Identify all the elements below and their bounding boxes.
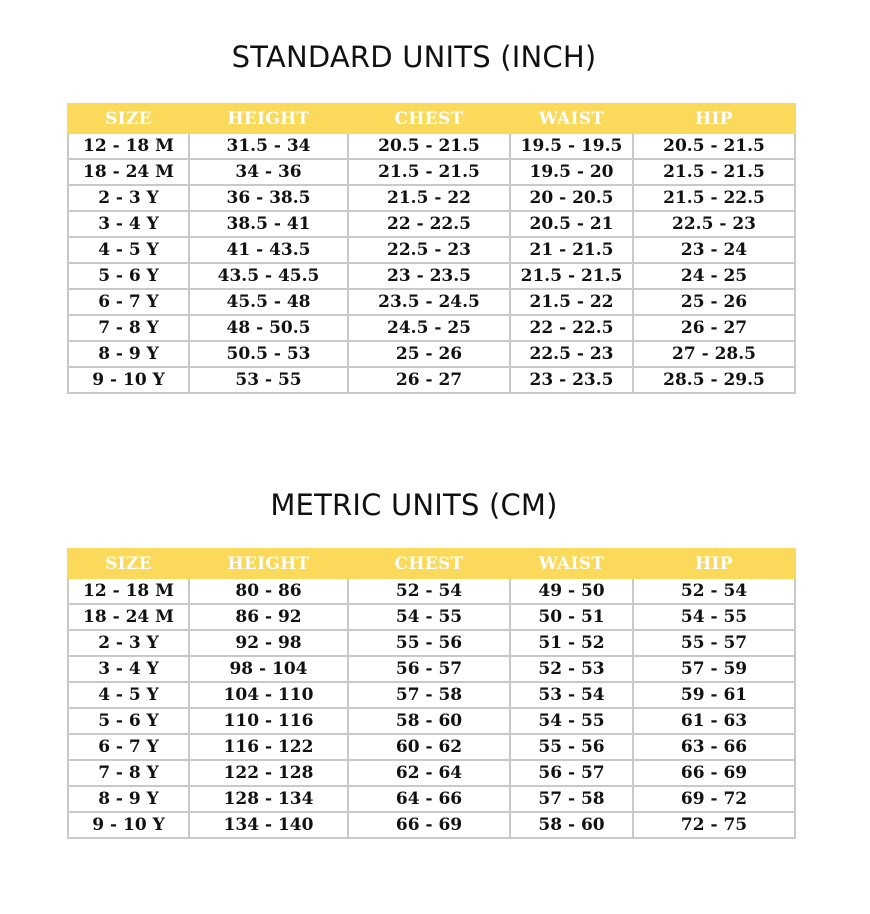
- header-height: HEIGHT: [189, 549, 348, 578]
- cell-height: 86 - 92: [189, 604, 348, 630]
- cell-chest: 26 - 27: [348, 367, 510, 393]
- cell-chest: 58 - 60: [348, 708, 510, 734]
- table-row: [68, 708, 795, 734]
- table-row: [68, 656, 795, 682]
- cell-hip: 72 - 75: [633, 812, 795, 838]
- cell-hip: 66 - 69: [633, 760, 795, 786]
- cell-waist: 49 - 50: [510, 578, 633, 604]
- cell-height: 116 - 122: [189, 734, 348, 760]
- cell-height: 122 - 128: [189, 760, 348, 786]
- cell-hip: 27 - 28.5: [633, 341, 795, 367]
- cell-chest: 21.5 - 22: [348, 185, 510, 211]
- metric-size-table: [67, 548, 796, 839]
- table-row: [68, 760, 795, 786]
- cell-size: 12 - 18 M: [68, 133, 189, 159]
- cell-hip: 59 - 61: [633, 682, 795, 708]
- table-row: [68, 315, 795, 341]
- cell-size: 2 - 3 Y: [68, 630, 189, 656]
- cell-size: 3 - 4 Y: [68, 656, 189, 682]
- cell-hip: 25 - 26: [633, 289, 795, 315]
- cell-chest: 52 - 54: [348, 578, 510, 604]
- cell-hip: 55 - 57: [633, 630, 795, 656]
- cell-waist: 23 - 23.5: [510, 367, 633, 393]
- cell-height: 38.5 - 41: [189, 211, 348, 237]
- cell-size: 3 - 4 Y: [68, 211, 189, 237]
- cell-size: 18 - 24 M: [68, 604, 189, 630]
- cell-hip: 21.5 - 21.5: [633, 159, 795, 185]
- table-row: [68, 185, 795, 211]
- cell-waist: 19.5 - 19.5: [510, 133, 633, 159]
- table-row: [68, 682, 795, 708]
- cell-size: 18 - 24 M: [68, 159, 189, 185]
- cell-hip: 52 - 54: [633, 578, 795, 604]
- cell-chest: 23.5 - 24.5: [348, 289, 510, 315]
- cell-height: 92 - 98: [189, 630, 348, 656]
- cell-chest: 60 - 62: [348, 734, 510, 760]
- cell-chest: 22.5 - 23: [348, 237, 510, 263]
- cell-hip: 28.5 - 29.5: [633, 367, 795, 393]
- cell-size: 12 - 18 M: [68, 578, 189, 604]
- table-row: [68, 812, 795, 838]
- cell-size: 6 - 7 Y: [68, 289, 189, 315]
- cell-chest: 25 - 26: [348, 341, 510, 367]
- cell-height: 110 - 116: [189, 708, 348, 734]
- header-size: SIZE: [68, 104, 189, 133]
- cell-chest: 57 - 58: [348, 682, 510, 708]
- cell-waist: 54 - 55: [510, 708, 633, 734]
- cell-waist: 57 - 58: [510, 786, 633, 812]
- cell-size: 8 - 9 Y: [68, 341, 189, 367]
- cell-waist: 21.5 - 22: [510, 289, 633, 315]
- header-size: SIZE: [68, 549, 189, 578]
- standard-table-body: [68, 133, 795, 393]
- cell-waist: 56 - 57: [510, 760, 633, 786]
- cell-height: 48 - 50.5: [189, 315, 348, 341]
- cell-waist: 58 - 60: [510, 812, 633, 838]
- cell-chest: 55 - 56: [348, 630, 510, 656]
- cell-hip: 69 - 72: [633, 786, 795, 812]
- cell-waist: 20.5 - 21: [510, 211, 633, 237]
- standard-size-table: [67, 103, 796, 394]
- metric-units-title: METRIC UNITS (CM): [270, 488, 558, 522]
- cell-hip: 63 - 66: [633, 734, 795, 760]
- table-row: [68, 734, 795, 760]
- table-row: [68, 159, 795, 185]
- cell-chest: 54 - 55: [348, 604, 510, 630]
- cell-waist: 51 - 52: [510, 630, 633, 656]
- cell-size: 7 - 8 Y: [68, 760, 189, 786]
- table-row: [68, 211, 795, 237]
- header-row: [68, 104, 795, 133]
- cell-chest: 22 - 22.5: [348, 211, 510, 237]
- standard-units-title: STANDARD UNITS (INCH): [231, 40, 597, 74]
- cell-waist: 21.5 - 21.5: [510, 263, 633, 289]
- cell-height: 128 - 134: [189, 786, 348, 812]
- cell-size: 9 - 10 Y: [68, 367, 189, 393]
- cell-size: 4 - 5 Y: [68, 237, 189, 263]
- cell-size: 5 - 6 Y: [68, 263, 189, 289]
- cell-waist: 22.5 - 23: [510, 341, 633, 367]
- metric-table-body: [68, 578, 795, 838]
- cell-waist: 53 - 54: [510, 682, 633, 708]
- cell-height: 43.5 - 45.5: [189, 263, 348, 289]
- cell-size: 8 - 9 Y: [68, 786, 189, 812]
- table-row: [68, 263, 795, 289]
- cell-chest: 64 - 66: [348, 786, 510, 812]
- cell-waist: 50 - 51: [510, 604, 633, 630]
- table-row: [68, 289, 795, 315]
- cell-chest: 66 - 69: [348, 812, 510, 838]
- cell-size: 5 - 6 Y: [68, 708, 189, 734]
- header-chest: CHEST: [348, 104, 510, 133]
- cell-chest: 24.5 - 25: [348, 315, 510, 341]
- cell-waist: 21 - 21.5: [510, 237, 633, 263]
- table-row: [68, 367, 795, 393]
- cell-hip: 61 - 63: [633, 708, 795, 734]
- cell-waist: 20 - 20.5: [510, 185, 633, 211]
- cell-height: 34 - 36: [189, 159, 348, 185]
- cell-waist: 22 - 22.5: [510, 315, 633, 341]
- cell-waist: 19.5 - 20: [510, 159, 633, 185]
- cell-hip: 21.5 - 22.5: [633, 185, 795, 211]
- cell-waist: 55 - 56: [510, 734, 633, 760]
- header-hip: HIP: [633, 104, 795, 133]
- cell-hip: 57 - 59: [633, 656, 795, 682]
- table-row: [68, 237, 795, 263]
- cell-chest: 20.5 - 21.5: [348, 133, 510, 159]
- header-waist: WAIST: [510, 104, 633, 133]
- table-row: [68, 630, 795, 656]
- cell-hip: 20.5 - 21.5: [633, 133, 795, 159]
- header-chest: CHEST: [348, 549, 510, 578]
- cell-hip: 22.5 - 23: [633, 211, 795, 237]
- cell-size: 6 - 7 Y: [68, 734, 189, 760]
- cell-size: 4 - 5 Y: [68, 682, 189, 708]
- cell-height: 36 - 38.5: [189, 185, 348, 211]
- header-row: [68, 549, 795, 578]
- table-row: [68, 786, 795, 812]
- cell-height: 50.5 - 53: [189, 341, 348, 367]
- cell-height: 134 - 140: [189, 812, 348, 838]
- cell-chest: 21.5 - 21.5: [348, 159, 510, 185]
- cell-height: 98 - 104: [189, 656, 348, 682]
- table-row: [68, 578, 795, 604]
- cell-chest: 23 - 23.5: [348, 263, 510, 289]
- cell-waist: 52 - 53: [510, 656, 633, 682]
- cell-size: 7 - 8 Y: [68, 315, 189, 341]
- cell-height: 41 - 43.5: [189, 237, 348, 263]
- cell-hip: 54 - 55: [633, 604, 795, 630]
- cell-chest: 62 - 64: [348, 760, 510, 786]
- cell-height: 80 - 86: [189, 578, 348, 604]
- table-row: [68, 341, 795, 367]
- header-hip: HIP: [633, 549, 795, 578]
- cell-height: 104 - 110: [189, 682, 348, 708]
- cell-size: 9 - 10 Y: [68, 812, 189, 838]
- cell-height: 31.5 - 34: [189, 133, 348, 159]
- cell-hip: 24 - 25: [633, 263, 795, 289]
- table-row: [68, 604, 795, 630]
- cell-hip: 26 - 27: [633, 315, 795, 341]
- cell-size: 2 - 3 Y: [68, 185, 189, 211]
- cell-height: 45.5 - 48: [189, 289, 348, 315]
- cell-hip: 23 - 24: [633, 237, 795, 263]
- cell-height: 53 - 55: [189, 367, 348, 393]
- header-waist: WAIST: [510, 549, 633, 578]
- header-height: HEIGHT: [189, 104, 348, 133]
- cell-chest: 56 - 57: [348, 656, 510, 682]
- table-row: [68, 133, 795, 159]
